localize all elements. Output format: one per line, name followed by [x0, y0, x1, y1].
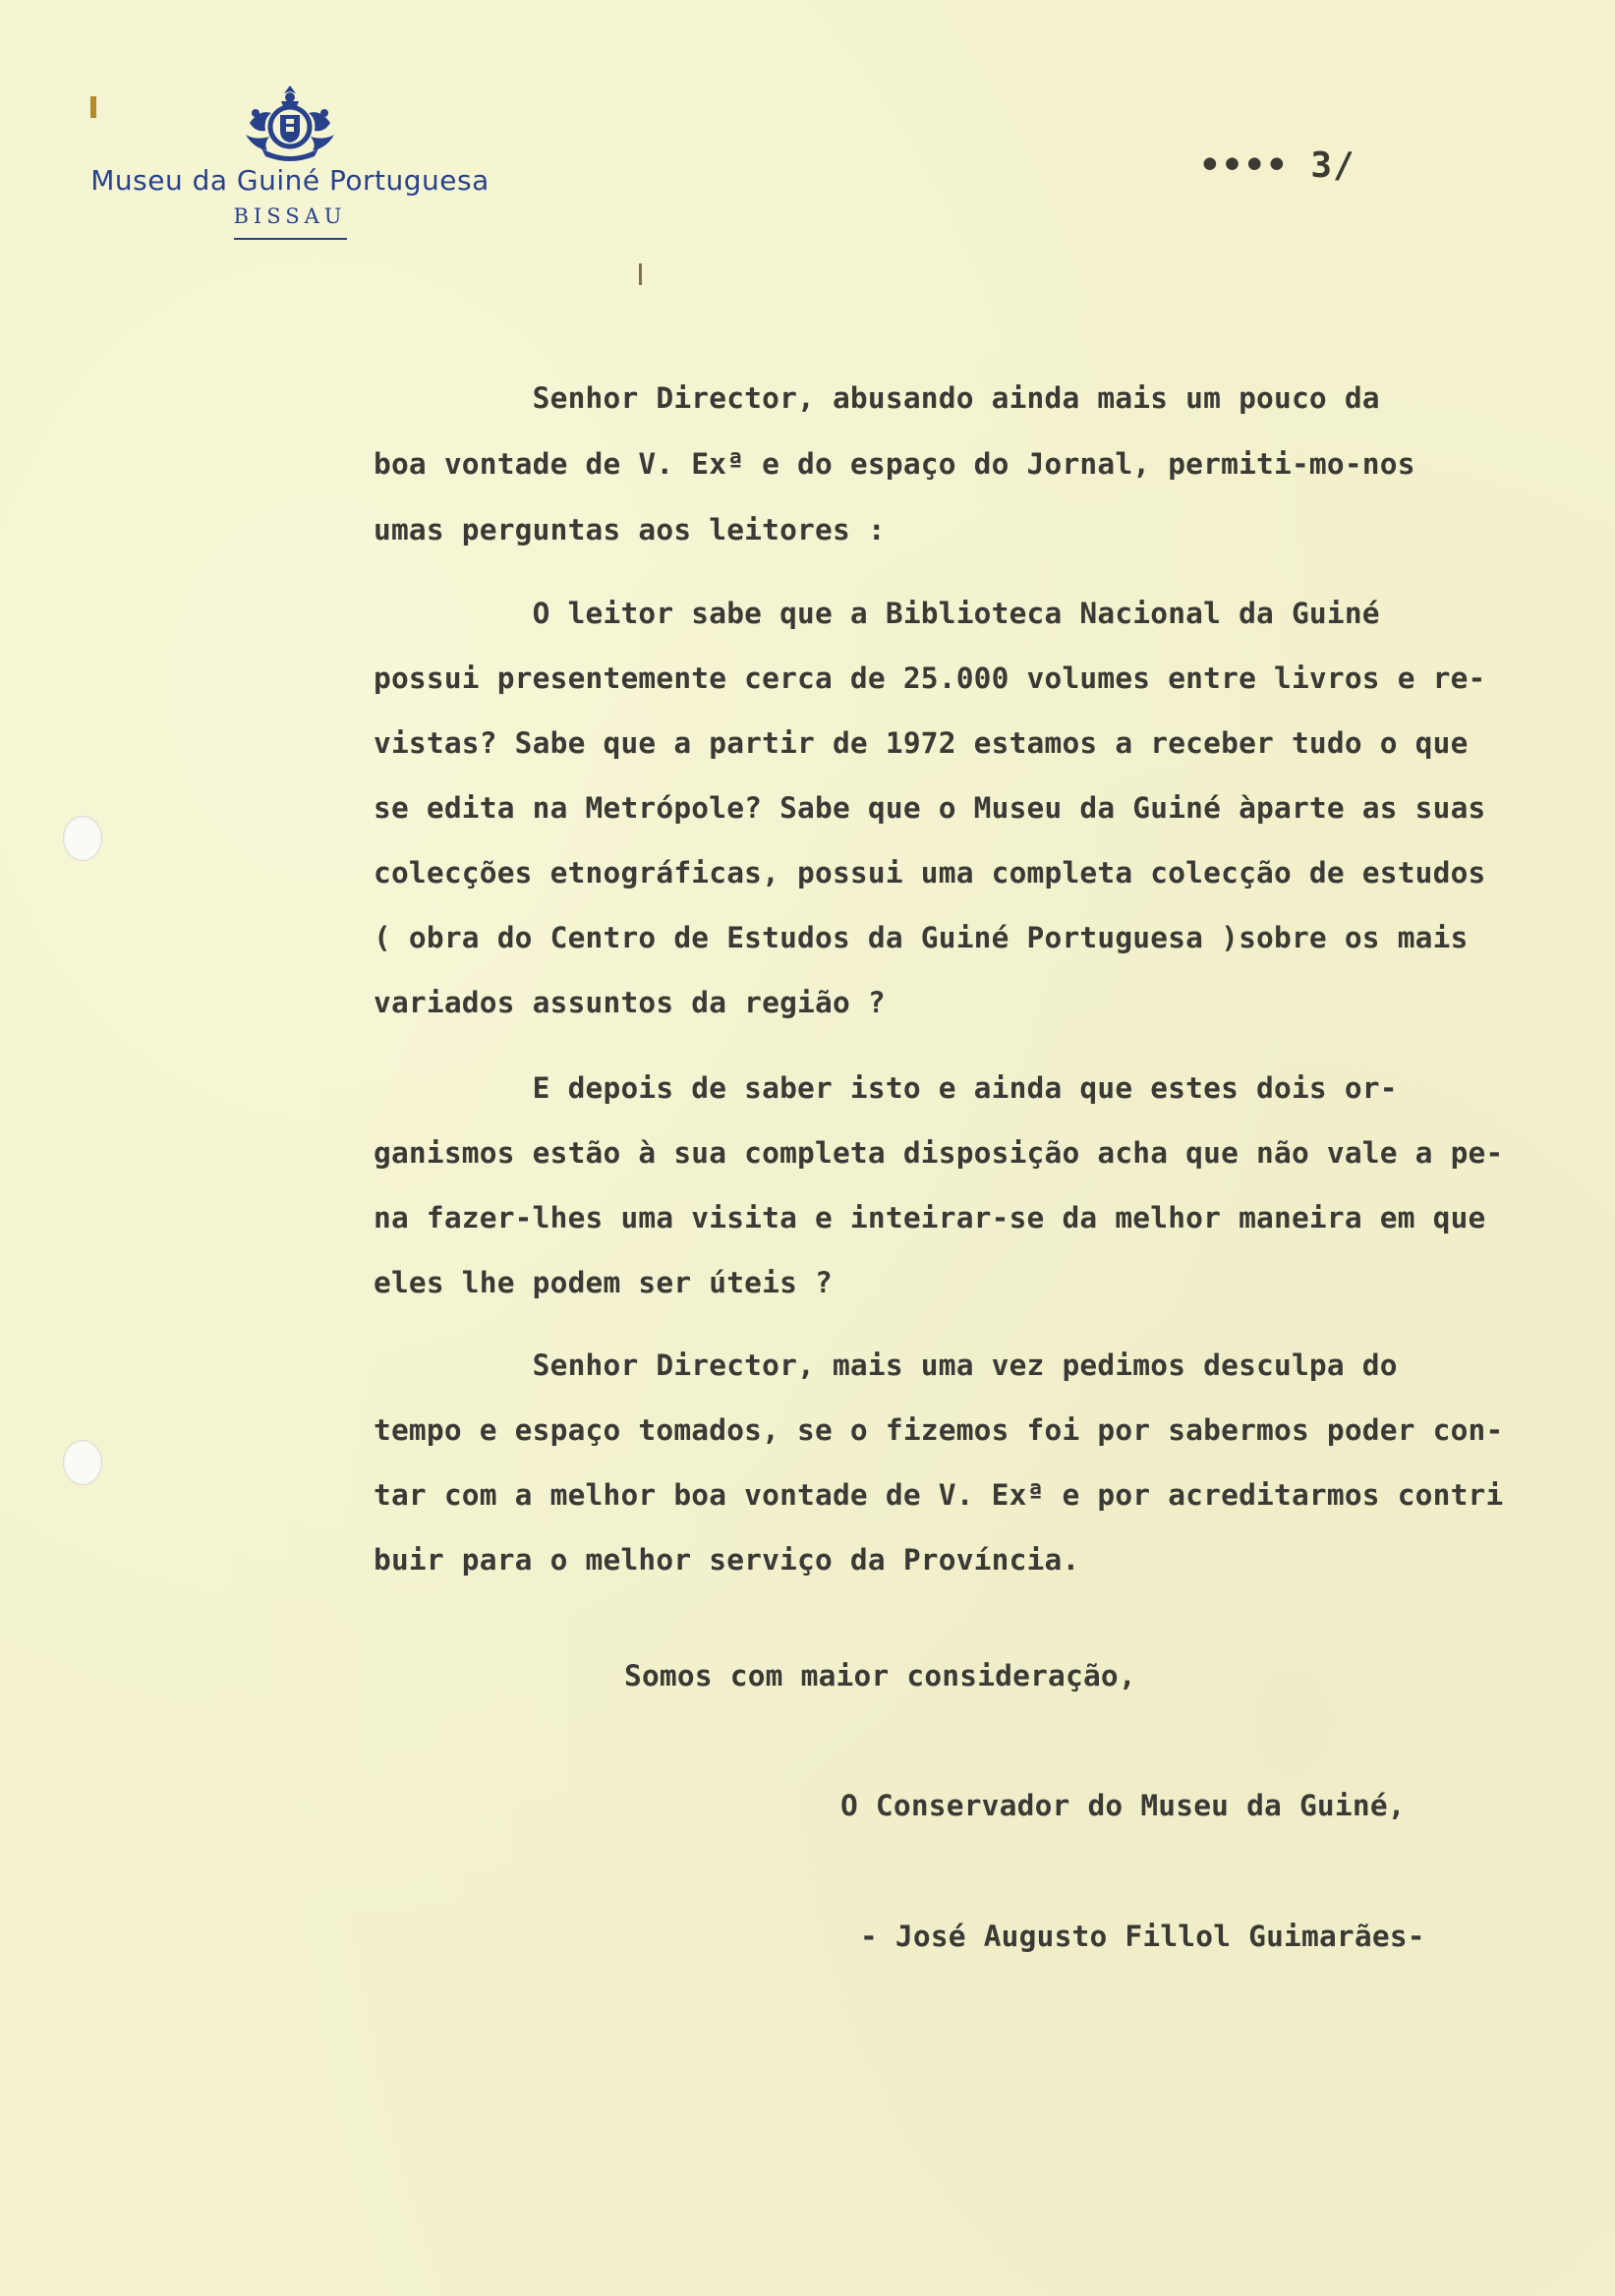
body-line: tar com a melhor boa vontade de V. Exª e por acreditarmos contri: [374, 1478, 1504, 1512]
body-line: Senhor Director, mais uma vez pedimos desculpa do: [374, 1349, 1398, 1382]
institution-city: BISSAU: [234, 204, 347, 240]
coat-of-arms-icon: [242, 84, 338, 162]
punch-hole-bottom: [63, 1440, 102, 1485]
body-line: umas perguntas aos leitores :: [374, 513, 886, 546]
punch-hole-top: [63, 816, 102, 861]
letterhead: [79, 84, 501, 240]
body-line: boa vontade de V. Exª e do espaço do Jornal, permiti-mo-nos: [374, 447, 1415, 481]
signature-name: - José Augusto Fillol Guimarães-: [860, 1920, 1425, 1953]
body-line: O leitor sabe que a Biblioteca Nacional da Guiné: [374, 597, 1380, 630]
body-line: colecções etnográficas, possui uma completa colecção de estudos: [374, 856, 1486, 890]
body-line: ( obra do Centro de Estudos da Guiné Portuguesa )sobre os mais: [374, 921, 1469, 954]
institution-name: Museu da Guiné Portuguesa: [90, 164, 490, 197]
body-line: vistas? Sabe que a partir de 1972 estamos a receber tudo o que: [374, 726, 1469, 760]
body-line: variados assuntos da região ?: [374, 986, 886, 1019]
page-number: •••• 3/: [1199, 145, 1355, 186]
body-line: E depois de saber isto e ainda que estes dois or-: [374, 1071, 1398, 1105]
body-line: Senhor Director, abusando ainda mais um pouco da: [374, 381, 1380, 415]
body-line: se edita na Metrópole? Sabe que o Museu da Guiné àparte as suas: [374, 791, 1486, 825]
body-line: na fazer-lhes uma visita e inteirar-se da melhor maneira em que: [374, 1201, 1486, 1234]
body-line: possui presentemente cerca de 25.000 volumes entre livros e re-: [374, 661, 1486, 695]
body-line: tempo e espaço tomados, se o fizemos foi por sabermos poder con-: [374, 1413, 1504, 1447]
paper-mark: [639, 263, 642, 285]
body-line: buir para o melhor serviço da Província.: [374, 1543, 1080, 1577]
signature-title: O Conservador do Museu da Guiné,: [840, 1789, 1406, 1822]
body-line: eles lhe podem ser úteis ?: [374, 1266, 833, 1299]
body-line: ganismos estão à sua completa disposição acha que não vale a pe-: [374, 1136, 1504, 1170]
closing: Somos com maior consideração,: [624, 1659, 1136, 1693]
